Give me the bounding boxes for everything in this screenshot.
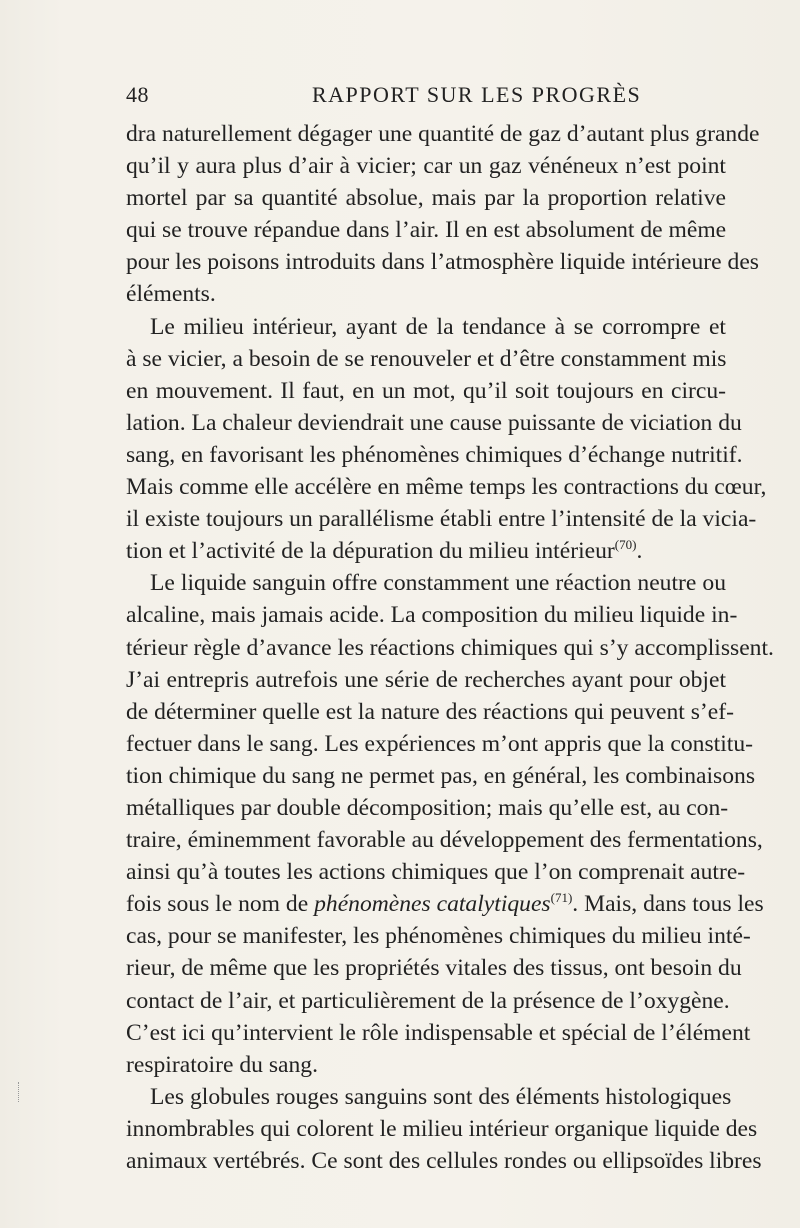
text-line: éléments. [126, 281, 216, 308]
text-line: métalliques par double décomposition; mais qu’elle est, au con- [126, 794, 729, 821]
text-line: J’ai entrepris autrefois une série de recherches ayant pour objet [126, 666, 726, 693]
text-line: dra naturellement dégager une quantité de gaz d’autant plus grande [126, 121, 760, 147]
text-line: tion chimique du sang ne permet pas, en général, les combinaisons [126, 762, 756, 789]
page-header [126, 82, 722, 112]
text-line: animaux vertébrés. Ce sont des cellules rondes ou ellipsoïdes libres [126, 1148, 762, 1174]
text-line: innombrables qui colorent le milieu intérieur organique liquide des [126, 1115, 758, 1142]
text-line: cas, pour se manifester, les phénomènes chimiques du milieu inté- [126, 923, 751, 950]
margin-mark [18, 1082, 23, 1102]
text-line: qui se trouve répandue dans l’air. Il en est absolument de même [126, 217, 727, 244]
text-line: ainsi qu’à toutes les actions chimiques que l’on comprenait autre- [126, 859, 746, 886]
text-line: alcaline, mais jamais acide. La composition du milieu liquide in- [126, 602, 738, 629]
text-line: Le milieu intérieur, ayant de la tendance à se corrompre et [150, 313, 726, 340]
text-line: Mais comme elle accélère en même temps les contractions du cœur, [126, 474, 767, 501]
body-text [126, 118, 774, 1177]
text-line: C’est ici qu’intervient le rôle indispensable et spécial de l’élément [126, 1019, 751, 1046]
line-text: . Mais, dans tous les [572, 891, 764, 918]
text-line: Les globules rouges sanguins sont des éléments histologiques [150, 1083, 732, 1110]
running-head: RAPPORT SUR LES PROGRÈS [312, 82, 642, 107]
italic-term: phénomènes catalytiques [314, 891, 551, 918]
text-line: qu’il y aura plus d’air à vicier; car un gaz vénéneux n’est point [126, 153, 726, 180]
text-line: de déterminer quelle est la nature des réactions qui peuvent s’ef- [126, 698, 734, 725]
text-line: rieur, de même que les propriétés vitales des tissus, ont besoin du [126, 955, 742, 982]
text-line: lation. La chaleur deviendrait une cause puissante de viciation du [126, 409, 742, 436]
footnote-ref-70[interactable]: (70) [614, 537, 637, 553]
text-line: contact de l’air, et particulièrement de la présence de l’oxygène. [126, 987, 730, 1014]
line-period: . [636, 538, 643, 565]
text-line: traire, éminemment favorable au développement des fermentations, [126, 827, 763, 854]
line-text: tion et l’activité de la dépuration du milieu intérieur [126, 538, 615, 565]
text-line: Le liquide sanguin offre constamment une réaction neutre ou [150, 570, 726, 597]
text-line: térieur règle d’avance les réactions chimiques qui s’y accomplissent. [126, 634, 774, 661]
line-text: fois sous le nom de [126, 891, 309, 918]
text-line: sang, en favorisant les phénomènes chimiques d’échange nutritif. [126, 441, 743, 468]
text-line [126, 535, 726, 567]
text-line: pour les poisons introduits dans l’atmosphère liquide intérieure des [126, 249, 759, 276]
text-line [126, 888, 764, 920]
text-line: respiratoire du sang. [126, 1051, 318, 1078]
text-line: à se vicier, a besoin de se renouveler et d’être constamment mis [126, 345, 727, 372]
text-line: mortel par sa quantité absolue, mais par la proportion relative [126, 185, 726, 212]
footnote-ref-71[interactable]: (71) [550, 890, 573, 906]
text-line: il existe toujours un parallélisme établi entre l’intensité de la vicia- [126, 506, 757, 533]
text-line: en mouvement. Il faut, en un mot, qu’il soit toujours en circu- [126, 377, 726, 404]
page-number: 48 [126, 82, 149, 107]
text-line: fectuer dans le sang. Les expériences m’ont appris que la constitu- [126, 730, 753, 757]
